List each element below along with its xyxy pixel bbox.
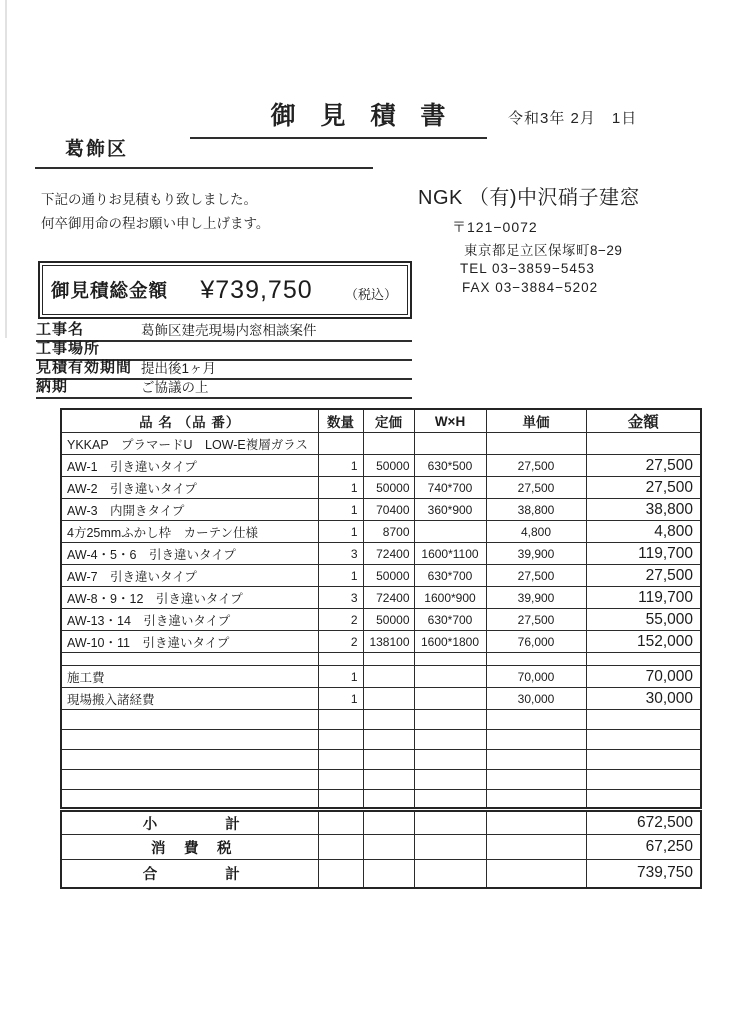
cell-unit-price: 27,500 [486,477,586,499]
cell-unit-price: 4,800 [486,521,586,543]
grand-total-box [38,261,412,319]
cell-quantity: 3 [318,543,363,565]
company-name: NGK （有)中沢硝子建窓 [418,187,641,209]
total-empty-cell [486,810,586,835]
items-body [61,433,701,810]
field-delivery-date-label: 納期 [36,378,69,395]
cell-item-name: AW-8・9・12 引き違いタイプ [61,587,318,609]
table-row [61,688,701,710]
header-amount: 金額 [586,409,701,433]
cell-unit-price [486,770,586,790]
cell-list-price [363,688,414,710]
total-empty-cell [414,835,486,860]
cell-list-price: 50000 [363,477,414,499]
total-empty-cell [486,835,586,860]
subtotal-row [61,810,701,835]
cell-wxh: 630*500 [414,455,486,477]
cell-amount: 27,500 [586,455,701,477]
cell-item-name: YKKAP プラマードU LOW-E複層ガラス [61,433,318,455]
cell-unit-price [486,433,586,455]
cell-quantity [318,710,363,730]
cell-amount: 70,000 [586,666,701,688]
table-row-empty [61,653,701,666]
table-row-empty [61,730,701,750]
cell-list-price: 138100 [363,631,414,653]
cell-unit-price [486,790,586,810]
table-row-empty [61,770,701,790]
cell-wxh [414,750,486,770]
cell-wxh [414,770,486,790]
company-fax: FAX 03−3884−5202 [462,280,599,295]
cell-item-name: AW-7 引き違いタイプ [61,565,318,587]
grand-total-box-inner [42,265,408,315]
cell-item-name: AW-10・11 引き違いタイプ [61,631,318,653]
cell-list-price: 72400 [363,587,414,609]
cell-list-price: 50000 [363,565,414,587]
total-empty-cell [318,835,363,860]
cell-unit-price [486,730,586,750]
total-empty-cell [318,860,363,888]
cell-wxh [414,688,486,710]
cell-unit-price [486,750,586,770]
table-row [61,587,701,609]
cell-list-price: 8700 [363,521,414,543]
table-row-empty [61,710,701,730]
cell-item-name: AW-1 引き違いタイプ [61,455,318,477]
cell-list-price [363,433,414,455]
total-amount: 67,250 [586,835,701,860]
greeting-line-1: 下記の通りお見積もり致しました。 [41,192,257,207]
cell-item-name [61,653,318,666]
cell-list-price: 50000 [363,455,414,477]
cell-unit-price: 70,000 [486,666,586,688]
cell-unit-price [486,710,586,730]
cell-list-price [363,653,414,666]
cell-amount: 38,800 [586,499,701,521]
header-quantity: 数量 [318,409,363,433]
table-row-empty [61,750,701,770]
cell-amount [586,770,701,790]
cell-amount: 27,500 [586,565,701,587]
header-item-name: 品 名 （品 番） [61,409,318,433]
cell-amount: 119,700 [586,543,701,565]
company-postal-code: 〒121−0072 [452,219,538,235]
cell-quantity [318,433,363,455]
cell-list-price [363,770,414,790]
cell-amount: 27,500 [586,477,701,499]
total-amount: 672,500 [586,810,701,835]
total-empty-cell [363,810,414,835]
table-header-row [61,409,701,433]
grand-total-row [61,860,701,888]
cell-quantity: 1 [318,499,363,521]
cell-item-name [61,790,318,810]
header-unit-price: 単価 [486,409,586,433]
cell-amount [586,653,701,666]
cell-quantity [318,790,363,810]
cell-quantity: 3 [318,587,363,609]
cell-item-name: AW-4・5・6 引き違いタイプ [61,543,318,565]
cell-item-name [61,770,318,790]
cell-unit-price: 39,900 [486,543,586,565]
cell-item-name: 施工費 [61,666,318,688]
totals-body [61,810,701,888]
table-row [61,631,701,653]
table-row [61,666,701,688]
cell-unit-price: 27,500 [486,455,586,477]
cell-quantity: 1 [318,521,363,543]
cell-item-name: 4方25mmふかし枠 カーテン仕様 [61,521,318,543]
cell-amount [586,433,701,455]
cell-item-name [61,750,318,770]
cell-amount [586,790,701,810]
table-row [61,543,701,565]
cell-amount: 30,000 [586,688,701,710]
cell-unit-price: 39,900 [486,587,586,609]
total-empty-cell [363,860,414,888]
total-label: 消 費 税 [61,835,318,860]
cell-wxh [414,521,486,543]
table-row [61,455,701,477]
cell-item-name [61,710,318,730]
grand-total-amount: ¥739,750 [200,275,313,304]
cell-wxh [414,666,486,688]
addressee: 葛飾区 [35,134,373,169]
tax-row [61,835,701,860]
grand-total-label: 御見積総金額 [51,280,169,301]
company-address: 東京都足立区保塚町8−29 [464,243,623,258]
table-row [61,477,701,499]
cell-wxh: 630*700 [414,609,486,631]
tax-included-note: （税込） [344,286,397,302]
cell-list-price [363,730,414,750]
document-date: 令和3年 2月 1日 [508,110,638,127]
cell-list-price [363,666,414,688]
cell-amount: 55,000 [586,609,701,631]
document-title: 御 見 積 書 [190,96,487,139]
total-empty-cell [363,835,414,860]
cell-wxh: 1600*1100 [414,543,486,565]
cell-amount [586,710,701,730]
cell-wxh [414,433,486,455]
table-row-empty [61,790,701,810]
cell-quantity: 1 [318,688,363,710]
total-label: 合 計 [61,860,318,888]
cell-item-name [61,730,318,750]
field-project-location-label: 工事場所 [36,340,101,357]
header-wxh: W×H [414,409,486,433]
cell-amount [586,750,701,770]
cell-quantity: 2 [318,609,363,631]
cell-wxh [414,653,486,666]
cell-amount: 4,800 [586,521,701,543]
total-empty-cell [486,860,586,888]
scan-artifact-line [5,0,7,338]
cell-quantity: 2 [318,631,363,653]
header-list-price: 定価 [363,409,414,433]
cell-list-price: 72400 [363,543,414,565]
table-row [61,609,701,631]
cell-item-name: AW-2 引き違いタイプ [61,477,318,499]
company-phone: TEL 03−3859−5453 [460,261,595,276]
table-row [61,521,701,543]
cell-quantity: 1 [318,565,363,587]
company-block [418,181,640,295]
table-row [61,499,701,521]
cell-quantity: 1 [318,455,363,477]
field-delivery-date [36,380,412,399]
cell-list-price [363,710,414,730]
cell-unit-price: 76,000 [486,631,586,653]
cell-amount: 152,000 [586,631,701,653]
cell-unit-price: 38,800 [486,499,586,521]
cell-quantity [318,750,363,770]
cell-quantity [318,730,363,750]
cell-unit-price: 30,000 [486,688,586,710]
cell-wxh: 1600*1800 [414,631,486,653]
cell-amount [586,730,701,750]
project-meta-fields [36,321,412,399]
cell-wxh [414,730,486,750]
total-label: 小 計 [61,810,318,835]
field-delivery-date-value: ご協議の上 [141,380,209,395]
cell-item-name: AW-13・14 引き違いタイプ [61,609,318,631]
total-amount: 739,750 [586,860,701,888]
cell-list-price [363,790,414,810]
line-items-table [60,408,702,889]
cell-wxh [414,790,486,810]
cell-quantity [318,653,363,666]
cell-quantity: 1 [318,666,363,688]
cell-unit-price: 27,500 [486,609,586,631]
table-row [61,433,701,455]
cell-wxh [414,710,486,730]
cell-wxh: 630*700 [414,565,486,587]
cell-list-price: 50000 [363,609,414,631]
total-empty-cell [414,860,486,888]
field-project-name-label: 工事名 [36,321,85,338]
cell-quantity [318,770,363,790]
total-empty-cell [318,810,363,835]
field-validity-period-value: 提出後1ヶ月 [141,361,217,376]
cell-list-price: 70400 [363,499,414,521]
cell-quantity: 1 [318,477,363,499]
field-validity-period-label: 見積有効期間 [36,359,133,376]
cell-amount: 119,700 [586,587,701,609]
cell-wxh: 360*900 [414,499,486,521]
greeting-text [41,188,269,237]
table-row [61,565,701,587]
cell-unit-price [486,653,586,666]
cell-unit-price: 27,500 [486,565,586,587]
greeting-line-2: 何卒御用命の程お願い申し上げます。 [41,216,270,232]
cell-list-price [363,750,414,770]
cell-item-name: 現場搬入諸経費 [61,688,318,710]
cell-wxh: 740*700 [414,477,486,499]
field-project-name-value: 葛飾区建売現場内窓相談案件 [141,323,317,338]
total-empty-cell [414,810,486,835]
cell-item-name: AW-3 内開きタイプ [61,499,318,521]
cell-wxh: 1600*900 [414,587,486,609]
